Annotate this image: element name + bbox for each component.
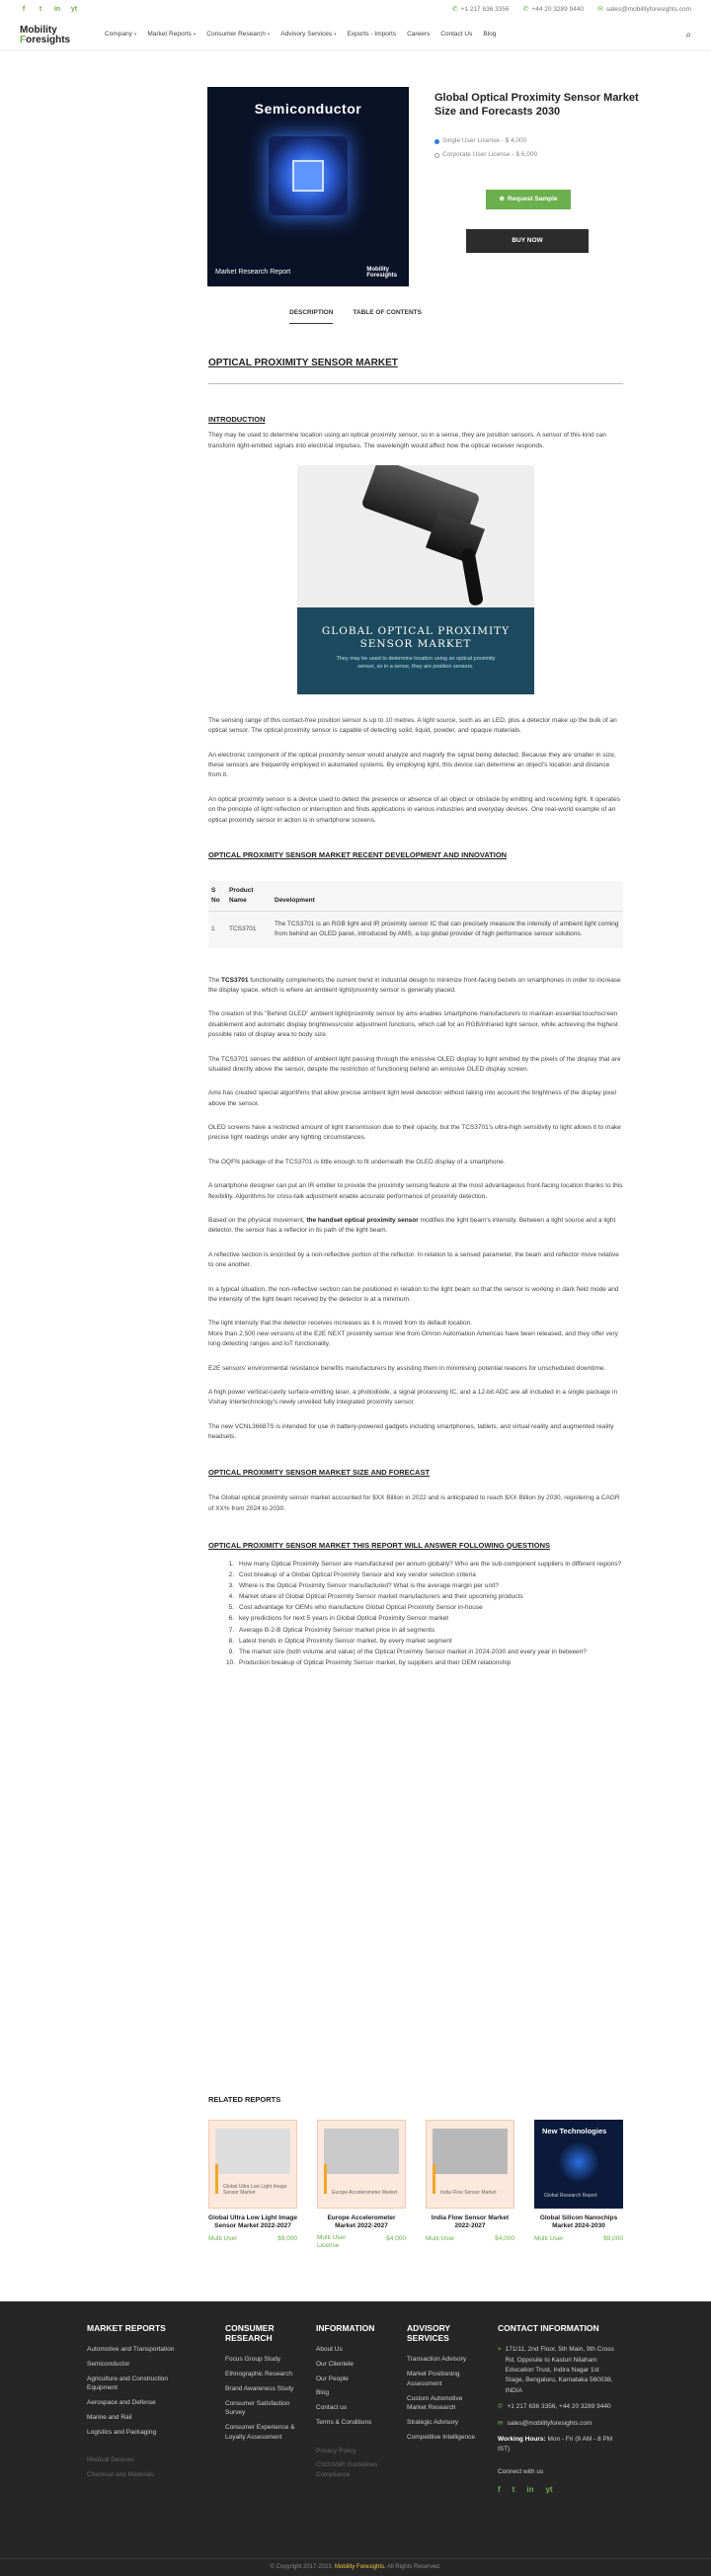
location-icon: ⌖ — [498, 2346, 502, 2354]
list-number: 8. — [228, 1637, 234, 1645]
footer-link[interactable]: Agriculture and Construction Equipment — [87, 2375, 169, 2392]
logo-line-2 — [20, 36, 85, 45]
paragraph: OLED screens have a restricted amount of light transmission due to their opacity, but the TCS3701's ultra-high sensitivity to light allows it to make precise light readings under any lighting circumstances. — [208, 1124, 621, 1142]
footer-phone[interactable] — [498, 2402, 616, 2412]
footer-link[interactable]: Consumer Satisfaction Survey — [225, 2399, 290, 2417]
footer-link[interactable]: Semiconductor — [87, 2360, 130, 2368]
footer-link[interactable]: Terms & Conditions — [316, 2418, 372, 2426]
logo-letter: F — [20, 34, 27, 45]
list-item — [226, 1614, 623, 1624]
table-cell: 1 — [208, 911, 226, 947]
site-logo[interactable] — [20, 26, 85, 45]
nav-menu — [105, 30, 685, 40]
request-sample-label: Request Sample — [507, 195, 558, 202]
list-item-text: Where is the Optical Proximity Sensor manufactured? What is the average margin per unit? — [239, 1581, 500, 1589]
youtube-icon[interactable]: yt — [545, 2485, 553, 2495]
footer-contact — [498, 2323, 616, 2497]
thumb-caption: India Flow Sensor Market — [440, 2189, 497, 2196]
nav-item-contact-us[interactable] — [440, 30, 472, 40]
footer-link[interactable]: Ethnographic Research — [225, 2371, 292, 2378]
globe-graphic — [558, 2141, 599, 2183]
list-number: 6. — [228, 1615, 234, 1623]
address-text: 171/11, 2nd Floor, 5th Main, 9th Cross Rd, Opposite to Kasturi Nilaham Education Trust, Indira Nagar 1st Stage, Bengaluru, Karnataka 560038, INDIA — [505, 2346, 614, 2394]
email-text: sales@mobilityforesights.com — [605, 5, 691, 13]
footer-market-reports — [87, 2323, 196, 2485]
mail-icon: ✉ — [597, 5, 603, 13]
footer-links — [87, 2345, 196, 2480]
logo-rest: oresights — [26, 34, 71, 45]
intro-heading: INTRODUCTION — [208, 414, 266, 424]
related-reports — [208, 2094, 623, 2250]
list-item — [226, 1581, 623, 1591]
price: $9,000 — [277, 2234, 297, 2242]
nav-item-label: Exports - Imports — [347, 31, 397, 39]
thumb-accent — [215, 2164, 218, 2194]
twitter-icon[interactable]: t — [39, 5, 42, 13]
linkedin-icon[interactable]: in — [526, 2485, 534, 2495]
development-heading: OPTICAL PROXIMITY SENSOR MARKET RECENT DEVELOPMENT AND INNOVATION — [208, 850, 508, 860]
size-heading: OPTICAL PROXIMITY SENSOR MARKET SIZE AND FORECAST — [208, 1467, 431, 1477]
thumb-caption: Global Research Report — [544, 2192, 597, 2199]
report-name[interactable]: Global Ultra Low Light Image Sensor Market 2022-2027 — [208, 2214, 297, 2230]
list-item-text: Average B-2-B Optical Proximity Sensor market price in all segments — [239, 1626, 435, 1634]
figure-subtitle: They may be used to determine location using an optical proximity sensor, so in a sense, they are position sensors. — [336, 656, 496, 670]
nav-item-label: Company — [105, 31, 132, 39]
list-number: 10. — [226, 1659, 236, 1667]
text-bold: TCS3701 — [221, 976, 249, 984]
list-number: 2. — [228, 1570, 234, 1578]
footer-link[interactable]: Brand Awareness Study — [225, 2384, 294, 2392]
footer-link[interactable]: About Us — [316, 2346, 343, 2354]
table-header: S No — [211, 886, 220, 904]
list-item — [226, 1560, 623, 1570]
report-thumbnail[interactable] — [534, 2120, 623, 2209]
footer-link[interactable]: Contact us — [316, 2404, 348, 2412]
thumb-image — [324, 2129, 399, 2174]
figure-title: GLOBAL OPTICAL PROXIMITY SENSOR MARKET — [321, 624, 511, 650]
license-corporate-option[interactable] — [434, 150, 537, 160]
text-run: More than 2,500 new versions of the E2E NEXT proximity sensor line from Omron Automation Americas have been released, and they offer very long detecting ranges and IoT functionality. — [208, 1329, 618, 1348]
related-cards — [208, 2120, 623, 2251]
paragraph: The TCS3701 senses the addition of ambient light passing through the emissive OLED display to light emitted by the pixels of the display that are situated directly above the sensor, despite the restriction of functioning behind an emissive OLED display screen. — [208, 1055, 621, 1073]
footer-heading-line: ADVISORY — [407, 2323, 451, 2333]
size-paragraph: The Global optical proximity sensor market accounted for $XX Billion in 2022 and is anticipated to reach $XX Billion by 2030, registering a CAGR of XX% from 2024 to 2030. — [208, 1494, 620, 1512]
footer-link[interactable]: Automotive and Transportation — [87, 2346, 175, 2354]
thumb-caption: Europe Accelerometer Market — [332, 2189, 398, 2196]
license-single-option[interactable] — [434, 136, 526, 146]
related-card[interactable] — [208, 2120, 297, 2251]
footer-link[interactable]: Market Positioning Assessment — [407, 2371, 460, 2387]
list-number: 4. — [228, 1593, 234, 1601]
nav-item-label: Advisory Services — [280, 31, 333, 39]
footer-information — [316, 2323, 395, 2485]
thumb-caption: Global Ultra Low Light Image Sensor Market — [223, 2183, 287, 2196]
intro-paragraph: They may be used to determine location using an optical proximity sensor, so in a sense, they are position sensors. A sensor of this kind can transform light-emitted signals into electrical impulses. The wavelength would affect how the optical receiver responds. — [208, 432, 606, 449]
paragraph: In a typical situation, the non-reflective section can be positioned in relation to the light beam so that the sensor is working in dark field mode and the intensity of the light beam received by the detector is at a minimum. — [208, 1285, 619, 1303]
price: $4,000 — [495, 2234, 514, 2242]
license-type: Multi User License — [317, 2233, 347, 2249]
tab-table-of-contents[interactable]: TABLE OF CONTENTS — [353, 309, 422, 316]
list-item — [226, 1658, 623, 1668]
main-title: OPTICAL PROXIMITY SENSOR MARKET — [208, 358, 398, 368]
nav-item-label: Contact Us — [440, 31, 473, 39]
footer-email[interactable] — [498, 2419, 616, 2429]
thumb-image — [215, 2129, 290, 2174]
list-item-text: How many Optical Proximity Sensor are manufactured per annum globally? Who are the sub-component suppliers in different regions? — [239, 1560, 622, 1568]
chip-core — [292, 160, 324, 192]
chevron-down-icon: ▾ — [267, 31, 271, 38]
footer-links — [316, 2345, 395, 2480]
report-thumbnail[interactable] — [208, 2120, 297, 2209]
footer-heading: MARKET REPORTS — [87, 2323, 166, 2333]
questions-list — [226, 1560, 623, 1669]
thumb-image — [433, 2129, 508, 2174]
sensor-nut-shape — [426, 513, 485, 565]
footer-advisory — [407, 2323, 484, 2448]
sensor-cable-shape — [460, 547, 484, 606]
hours-value: Mon - Fri (9 AM - 8 PM IST) — [498, 2435, 613, 2454]
footer-heading-line: SERVICES — [407, 2333, 449, 2344]
footer-hours — [498, 2435, 616, 2455]
phone-text: +1 217 636 3356, +44 20 3289 9440 — [507, 2403, 611, 2411]
footer-links — [225, 2355, 304, 2442]
copyright-brand[interactable]: Mobility Foresights. — [335, 2563, 386, 2570]
phone-us-link[interactable] — [452, 5, 510, 16]
footer-link[interactable]: Medical Devices — [87, 2456, 134, 2464]
phone-icon: ✆ — [451, 5, 458, 13]
list-number: 5. — [228, 1604, 234, 1612]
social-links — [20, 6, 78, 14]
paragraph: An electronic component of the optical proximity sensor would analyze and magnify the signal being detected. Because they are smaller in size, these sensors are frequently employed in automated systems. By employing light, this device can determine an object's location and distance from it. — [208, 751, 616, 779]
email-link[interactable] — [597, 5, 691, 16]
footer-link[interactable]: Strategic Advisory — [407, 2419, 459, 2427]
thumb-accent — [433, 2164, 435, 2194]
list-number: 1. — [228, 1560, 234, 1568]
buy-now-button[interactable]: BUY NOW — [466, 229, 589, 253]
paragraph — [208, 976, 623, 997]
chevron-down-icon: ▾ — [334, 31, 337, 38]
footer-link[interactable]: Logistics and Packaging — [87, 2428, 157, 2436]
sensor-photo — [297, 465, 534, 607]
phone-icon: ✆ — [522, 5, 529, 13]
top-bar — [0, 0, 711, 20]
email-text: sales@mobilityforesights.com — [507, 2419, 592, 2427]
nav-item-consumer-research[interactable] — [206, 30, 270, 40]
report-name[interactable]: Global Silicon Nanochips Market 2024-2030 — [539, 2214, 618, 2230]
phone-uk-text: +44 20 3289 9440 — [531, 5, 585, 13]
footer-heading — [407, 2323, 484, 2343]
list-item-text: The market size (both volume and value) of the Optical Proximity Sensor market in 2024-2030 and every year in between? — [239, 1649, 587, 1656]
main-nav — [0, 20, 711, 51]
chip-graphic — [269, 136, 348, 215]
list-number: 7. — [228, 1626, 234, 1634]
nav-item-market-reports[interactable] — [147, 30, 196, 40]
list-item-text: Cost breakup of a Global Optical Proximity Sensor and key vendor selection criteria — [239, 1570, 476, 1578]
phone-icon: ✆ — [498, 2403, 504, 2411]
figure-caption-panel — [297, 607, 534, 694]
copyright-rest: All Rights Reserved. — [387, 2563, 441, 2570]
list-item — [226, 1570, 623, 1580]
paragraph: A reflective section is encircled by a non-reflective portion of the reflector. In relation to a sensed parameter, the beam and reflector move relative to one another. — [208, 1250, 619, 1269]
report-price-row — [317, 2234, 406, 2251]
license-type: Multi User — [426, 2234, 455, 2242]
search-icon[interactable]: ⌕ — [685, 29, 691, 40]
related-card[interactable] — [534, 2120, 623, 2251]
paragraph: Ams has created special algorithms that allow precise ambient light level detection without taking into account the brightness of the display pixel above the sensor. — [208, 1089, 616, 1107]
price: $4,000 — [386, 2234, 406, 2242]
list-item-text: key predictions for next 5 years in Global Optical Proximity Sensor market — [239, 1615, 449, 1623]
nav-item-advisory-services[interactable] — [280, 30, 336, 40]
facebook-icon[interactable]: f — [22, 5, 26, 13]
related-card[interactable] — [317, 2120, 406, 2251]
list-item — [226, 1648, 623, 1657]
footer-heading: CONTACT INFORMATION — [498, 2323, 599, 2333]
related-card[interactable] — [426, 2120, 514, 2251]
download-icon: ⊕ — [499, 195, 505, 202]
paragraph: The OQFN package of the TCS3701 is little enough to fit underneath the OLED display of a smartphone. — [208, 1158, 506, 1166]
table-header: Product Name — [229, 886, 254, 904]
footer-link[interactable]: Blog — [316, 2389, 330, 2397]
report-thumbnail[interactable] — [317, 2120, 406, 2209]
list-item-text: Cost advantage for OEMs who manufacture Global Optical Proximity Sensor in-house — [239, 1604, 483, 1612]
footer-link[interactable]: Aerospace and Defense — [87, 2399, 156, 2407]
license-type: Multi User — [534, 2234, 564, 2242]
footer-spacer — [87, 2442, 196, 2455]
footer-address — [498, 2345, 616, 2396]
list-item-text: Production breakup of Optical Proximity Sensor market, by suppliers and their OEM relationship — [239, 1659, 512, 1667]
cover-brand — [366, 267, 397, 279]
thumb-accent — [324, 2164, 327, 2194]
footer-link[interactable]: Transaction Advisory — [407, 2356, 467, 2364]
paragraph — [208, 1216, 623, 1237]
text-run: modifies the light beam's intensity. Between a light source and a light detector, the sensor has a reflector in its path of the light beam. — [208, 1217, 616, 1235]
table-cell: TCS3701 — [226, 911, 272, 947]
nav-item-label: Consumer Research — [206, 31, 266, 39]
license-corporate-label: Corporate User License - $ 6,000 — [442, 151, 538, 158]
footer-heading: INFORMATION — [316, 2323, 375, 2333]
radio-icon[interactable] — [434, 153, 439, 158]
report-price-row — [208, 2234, 297, 2244]
text-run: functionality complements the current trend in industrial design to minimize front-facing bezels on smartphones in order to increase the display space, which is where an ambient light/proximity sensor is generally placed. — [208, 976, 621, 994]
text-bold: the handset optical proximity sensor — [306, 1217, 419, 1225]
cover-title: Semiconductor — [254, 101, 362, 117]
top-contacts — [452, 5, 691, 16]
hours-label: Working Hours: — [498, 2435, 546, 2443]
footer-link[interactable]: Our Clientele — [316, 2360, 354, 2368]
cover-brand-1: Mobility — [366, 267, 389, 273]
list-item — [226, 1592, 623, 1602]
nav-item-exports-imports[interactable] — [348, 30, 396, 40]
footer-link[interactable]: Competitive Intelligence — [407, 2433, 476, 2441]
report-cover-image — [207, 87, 409, 286]
logo-line-1: Mobility — [20, 24, 57, 36]
hours-text — [498, 2435, 616, 2455]
copyright-lead: © Copyright 2017-2023. — [270, 2563, 334, 2570]
license-type: Multi User — [208, 2234, 238, 2242]
report-name[interactable]: India Flow Sensor Market 2022-2027 — [431, 2214, 510, 2230]
radio-selected-icon[interactable] — [434, 139, 439, 144]
paragraph: E2E sensors' environmental resistance benefits manufacturers by assisting them in minimising potential reasons for unscheduled downtime. — [208, 1364, 606, 1372]
report-price-row — [426, 2234, 514, 2244]
text-run: Based on the physical movement, — [208, 1217, 307, 1225]
questions-heading: OPTICAL PROXIMITY SENSOR MARKET THIS REPORT WILL ANSWER FOLLOWING QUESTIONS — [208, 1540, 550, 1550]
title-divider — [208, 383, 623, 384]
product-title: Global Optical Proximity Sensor Market Size and Forecasts 2030 — [434, 92, 639, 119]
text-run: The light intensity that the detector receives increases as it is moved from its default location. — [208, 1320, 472, 1328]
paragraph: A high power vertical-cavity surface-emitting laser, a photodiode, a signal processing IC, and a 12-bit ADC are all included in a single package in Vishay Intertechnology's newly unveiled fully integrated proximity sensor. — [208, 1388, 618, 1407]
list-item — [226, 1603, 623, 1613]
content-tabs — [0, 308, 711, 324]
footer-heading-line: CONSUMER — [225, 2323, 275, 2333]
linkedin-icon[interactable]: in — [53, 5, 61, 13]
paragraph — [208, 1319, 623, 1349]
connect-label: Connect with us — [498, 2467, 544, 2475]
paragraph: The new VCNL36687S is intended for use in battery-powered gadgets including smartphones, tablets, and virtual reality and augmented reality headsets. — [208, 1422, 614, 1441]
paragraph: The creation of this "Behind OLED" ambient light/proximity sensor by ams enables smartphone manufacturers to maintain essential touchscreen disablement and automatic display brightness/color adjustment functions, which call for an RGB/infrared light sensor, while achieving the highest possible ratio of display area to body size. — [208, 1010, 618, 1039]
footer-link[interactable]: Our People — [316, 2375, 349, 2382]
phone-us-text: +1 217 636 3356 — [460, 5, 510, 13]
list-item-text: Market share of Global Optical Proximity Sensor market manufacturers and their upcoming products — [239, 1593, 523, 1601]
report-thumbnail[interactable] — [426, 2120, 514, 2209]
footer-link[interactable]: Custom Automotive Market Research — [407, 2394, 463, 2412]
youtube-icon[interactable]: yt — [70, 5, 78, 13]
list-item — [226, 1626, 623, 1636]
paragraph: The sensing range of this contact-free position sensor is up to 10 metres. A light source, such as an LED, plus a detector make up the bulk of an optical sensor. The optical proximity sensor is capable of detecting solid, liquid, powder, and opaque materials. — [208, 716, 617, 735]
phone-uk-link[interactable] — [523, 5, 584, 16]
paragraph: A smartphone designer can put an IR emitter to provide the proximity sensing feature at the most advantageous front-facing location thanks to this flexibility. Algorithms for cross-talk adjustment enable accurate performance of proximity detection. — [208, 1182, 623, 1200]
table-row — [208, 911, 623, 947]
market-figure — [297, 465, 534, 694]
footer-link[interactable]: Focus Group Study — [225, 2356, 280, 2364]
list-item — [226, 1637, 623, 1647]
table-header-row — [208, 881, 623, 912]
cover-footer: Market Research Report — [215, 269, 291, 277]
related-title: RELATED REPORTS — [208, 2095, 281, 2104]
text-run: The — [208, 976, 222, 984]
nav-item-label: Market Reports — [147, 31, 192, 39]
cover-brand-2: Foresights — [366, 273, 397, 279]
description-content — [208, 356, 623, 1669]
thumb-title: New Technologies — [542, 2126, 607, 2135]
footer-link[interactable]: Marine and Rail — [87, 2413, 132, 2421]
footer-heading — [225, 2323, 304, 2343]
nav-item-careers[interactable] — [407, 30, 430, 40]
list-item-text: Latest trends in Optical Proximity Sensor market, by every market segment — [239, 1637, 452, 1645]
footer-links — [407, 2355, 484, 2442]
nav-item-blog[interactable] — [483, 30, 496, 40]
price: $9,000 — [603, 2234, 623, 2242]
report-price-row — [534, 2234, 623, 2244]
table-cell: The TCS3701 is an RGB light and IR proximity sensor IC that can precisely measure the intensity of ambient light coming from behind an OLED panel, introduced by AMS, a top global provider of high performance sensor solutions. — [272, 911, 623, 947]
facebook-icon[interactable]: f — [498, 2485, 501, 2495]
site-footer — [0, 2301, 711, 2576]
nav-item-label: Careers — [407, 31, 431, 39]
list-number: 9. — [228, 1649, 234, 1656]
chevron-down-icon: ▾ — [193, 31, 197, 38]
footer-link[interactable]: Consumer Experience & Loyalty Assessment — [225, 2424, 295, 2441]
table-header: Development — [275, 896, 315, 904]
mail-icon: ✉ — [498, 2419, 504, 2427]
report-name[interactable]: Europe Accelerometer Market 2022-2027 — [327, 2214, 396, 2230]
footer-heading-line: RESEARCH — [225, 2333, 273, 2344]
chevron-down-icon: ▾ — [133, 31, 137, 38]
footer-link[interactable]: Chemical and Materials — [87, 2471, 154, 2479]
footer-link[interactable]: CSO/ANR Guidelines Compliance — [316, 2461, 378, 2479]
development-table — [208, 881, 623, 948]
footer-spacer — [316, 2433, 395, 2447]
request-sample-button[interactable] — [486, 190, 571, 209]
footer-consumer-research — [225, 2323, 304, 2448]
copyright — [0, 2558, 711, 2572]
nav-item-label: Blog — [483, 31, 497, 39]
nav-item-company[interactable] — [105, 30, 136, 40]
paragraph: An optical proximity sensor is a device used to detect the presence or absence of an object or obstacle by emitting and receiving light. It operates on the principle of light reflection or interruption and finds applications in various industries and everyday devices. One real-world example of an optical proximity sensor in action is in smartphone screens. — [208, 795, 620, 824]
twitter-icon[interactable]: t — [512, 2485, 515, 2495]
list-number: 3. — [228, 1581, 234, 1589]
footer-socials — [498, 2484, 616, 2496]
footer-link[interactable]: Privacy Policy — [316, 2447, 356, 2455]
tab-description[interactable]: DESCRIPTION — [289, 308, 333, 324]
license-single-label: Single User License - $ 4,000 — [442, 137, 527, 144]
